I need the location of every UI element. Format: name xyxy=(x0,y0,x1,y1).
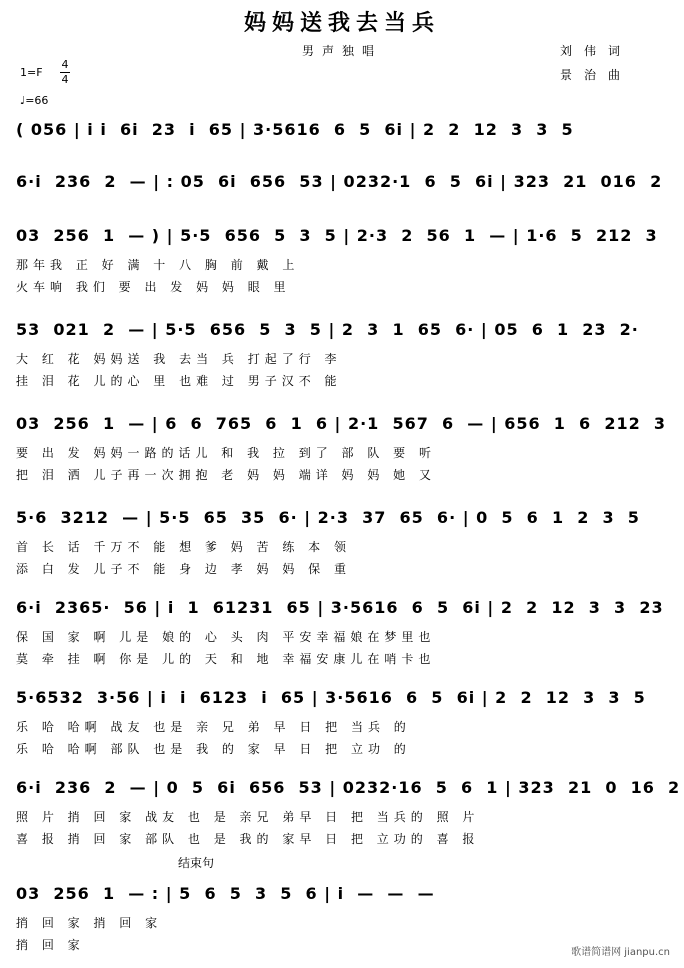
time-signature-top: 4 xyxy=(61,58,69,71)
notation-line: 6·i 236 2 — | : 05 6i 656 53 | 0232·1 6 5 6i | 323 21 016 2 xyxy=(16,172,663,191)
lyric-verse-2: 喜 报 捎 回 家 部队 也 是 我的 家早 日 把 立功的 喜 报 xyxy=(16,832,480,846)
lyric-verse-2: 乐 哈 哈啊 部队 也是 我 的 家 早 日 把 立功 的 xyxy=(16,742,411,756)
notation-line: 5·6 3212 — | 5·5 65 35 6· | 2·3 37 65 6· | 0 5 6 1 2 3 5 xyxy=(16,508,640,527)
notation-line: 03 256 1 — ) | 5·5 656 5 3 5 | 2·3 2 56 1 — | 1·6 5 212 3 xyxy=(16,226,658,245)
lyric-verse-2: 添 白 发 儿子不 能 身 边 孝 妈 妈 保 重 xyxy=(16,562,351,576)
lyric-verse-1: 首 长 话 千万不 能 想 爹 妈 苦 练 本 领 xyxy=(16,540,351,554)
lyric-verse-1: 保 国 家 啊 儿是 娘的 心 头 肉 平安幸福娘在梦里也 xyxy=(16,630,436,644)
lyric-verse-1: 那年我 正 好 满 十 八 胸 前 戴 上 xyxy=(16,258,300,272)
lyric-verse-1: 大 红 花 妈妈送 我 去当 兵 打起了行 李 xyxy=(16,352,342,366)
song-title: 妈妈送我去当兵 xyxy=(243,11,440,36)
notation-line: 6·i 236 2 — | 0 5 6i 656 53 | 0232·16 5 6 1 | 323 21 0 16 2 xyxy=(16,778,681,797)
time-signature xyxy=(60,58,70,87)
lyric-verse-1: 捎 回 家 捎 回 家 xyxy=(16,916,163,930)
watermark: 歌谱简谱网 jianpu.cn xyxy=(571,947,670,958)
lyric-verse-1: 乐 哈 哈啊 战友 也是 亲 兄 弟 早 日 把 当兵 的 xyxy=(16,720,411,734)
key-signature: 1=F xyxy=(20,66,43,79)
lyric-verse-2: 挂 泪 花 儿的心 里 也难 过 男子汉不 能 xyxy=(16,374,342,388)
notation-line: 6·i 2365· 56 | i 1 61231 65 | 3·5616 6 5 6i | 2 2 12 3 3 23 xyxy=(16,598,664,617)
lyric-verse-2: 火车响 我们 要 出 发 妈 妈 眼 里 xyxy=(16,280,291,294)
lyric-verse-1: 照 片 捎 回 家 战友 也 是 亲兄 弟早 日 把 当兵的 照 片 xyxy=(16,810,480,824)
ending-label: 结束句 xyxy=(178,856,215,870)
composer-credit: 景治曲 xyxy=(560,68,633,82)
lyric-verse-2: 捎 回 家 xyxy=(16,938,85,952)
notation-line: 03 256 1 — | 6 6 765 6 1 6 | 2·1 567 6 — | 656 1 6 212 3 xyxy=(16,414,666,433)
lyricist-credit: 刘伟词 xyxy=(560,44,633,58)
lyric-verse-2: 莫 牵 挂 啊 你是 儿的 天 和 地 幸福安康儿在哨卡也 xyxy=(16,652,436,666)
lyric-verse-2: 把 泪 洒 儿子再一次拥抱 老 妈 妈 端详 妈 妈 她 又 xyxy=(16,468,436,482)
tempo-marking: ♩=66 xyxy=(20,94,49,107)
notation-line: 53 021 2 — | 5·5 656 5 3 5 | 2 3 1 65 6· | 05 6 1 23 2· xyxy=(16,320,639,339)
notation-line: 03 256 1 — : | 5 6 5 3 5 6 | i — — — xyxy=(16,884,435,903)
performance-note: 男声独唱 xyxy=(301,44,382,58)
time-signature-bottom: 4 xyxy=(61,73,69,86)
notation-line: ( 056 | i i 6i 23 i 65 | 3·5616 6 5 6i | 2 2 12 3 3 5 xyxy=(16,120,574,139)
notation-line: 5·6532 3·56 | i i 6123 i 65 | 3·5616 6 5 6i | 2 2 12 3 3 5 xyxy=(16,688,646,707)
lyric-verse-1: 要 出 发 妈妈一路的话儿 和 我 拉 到了 部 队 要 听 xyxy=(16,446,436,460)
